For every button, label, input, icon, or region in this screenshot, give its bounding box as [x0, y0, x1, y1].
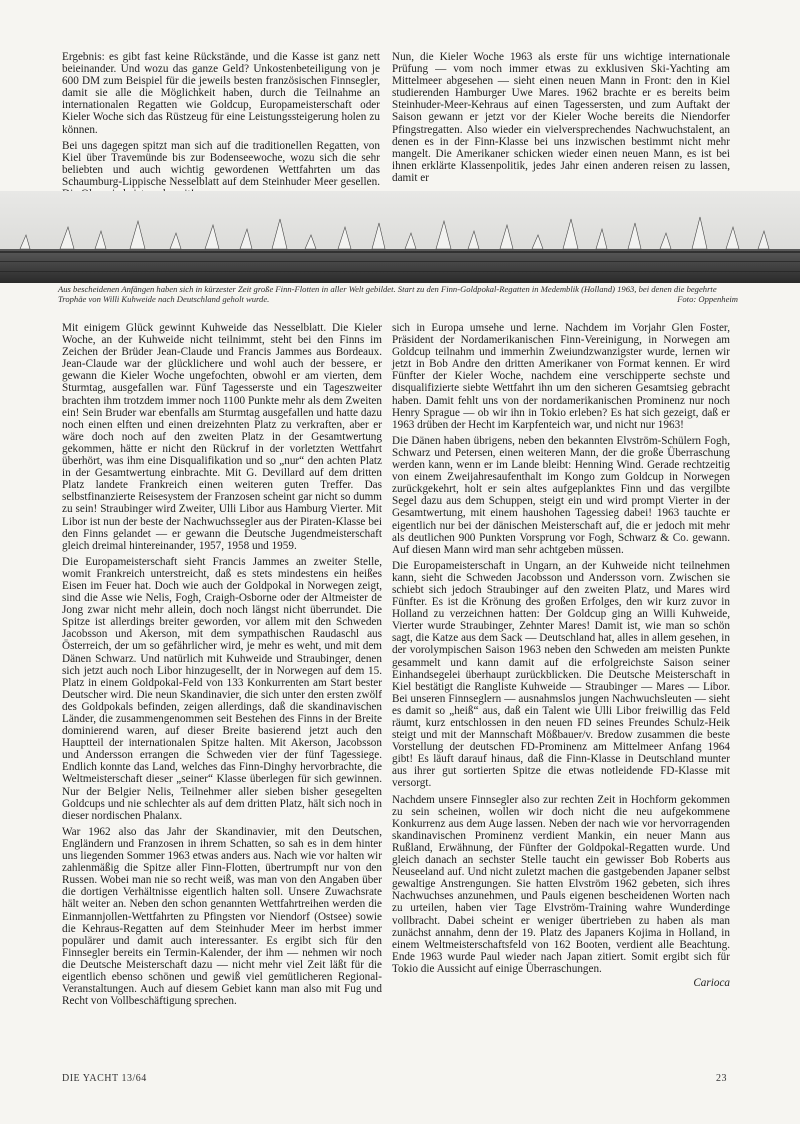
- paragraph: Die Dänen haben übrigens, neben den bekannten Elvström-Schülern Fogh, Schwarz und Petersen, einen weiteren Mann, der die große Überraschung werden kann, wenn er im Lande bleibt: Henning Wind. Gerade rechtzeitig von einem Zweijahresaufenthalt im Kongo zum Goldcup in Norwegen zurückgekehrt, holt er sein altes aufgeplanktes Finn und das vergilbte Segel dazu aus dem Schuppen, steigt ein und wird prompt Vierter in der Gesamtwertung, mit einem haushohen Tagessieg dabei! 1963 tauchte er eigentlich nur bei der dänischen Meisterschaft auf, die er jedoch mit mehr als deutlichen 900 Punkten Vorsprung vor Fogh, Schwarz & Co. gewann. Auf diesen Mann wird man sehr achtgeben müssen.: [392, 434, 730, 556]
- paragraph: Die Europameisterschaft in Ungarn, an der Kuhweide nicht teilnehmen kann, sieht die Schweden Jacobsson und Andersson vorn. Zwischen sie schiebt sich jedoch Straubinger auf den zweiten Platz, und Mares wird Fünfter. Es ist die Krönung des großen Erfolges, den wir kurz zuvor in Holland zu verzeichnen hatten: Der Goldcup ging an Willi Kuhweide, Vierter wurde Straubinger, Zehnter Mares! Damit ist, wie man so schön sagt, die Katze aus dem Sack — Deutschland hat, alles in allem gesehen, in der vorolympischen Saison 1963 neben den Schweden am meisten Punkte gesammelt und kann damit auf die erfolgreichste Saison seiner Einhandsegelei überhaupt zurückblicken. Die Deutsche Meisterschaft in Kiel bestätigt die Rangliste Kuhweide — Straubinger — Mares — Libor. Bei unseren Finnseglern — ausnahmslos jungen Nachwuchsleuten — sieht es damit so „heiß“ aus, daß ein Talent wie Ulli Libor freiwillig das Feld räumt, kurz entschlossen in den neuen FD seines Freundes Schulz-Heik steigt und mit der Mannschaft Mößbauer/v. Bredow zusammen die beste Vorstellung der deutschen FD-Prominenz am Mittelmeer Anfang 1964 gibt! Es läuft darauf hinaus, daß die Finn-Klasse in Deutschland munter aus ihrer gut sortierten Spitze die etwas notleidende FD-Klasse mit versorgt.: [392, 559, 731, 790]
- paragraph: Mit einigem Glück gewinnt Kuhweide das Nesselblatt. Die Kieler Woche, an der Kuhweide nicht teilnimmt, steht bei den Finns im Zeichen der Brüder Jean-Claude und Francis Jammes aus Bordeaux. Jean-Claude war der glücklichere und wohl auch der bessere, er gewann die Kieler Woche ungefochten, obwohl er am vierten, dem Sturmtag, ausgefallen war. Fünf Tagesserste und ein Tageszweiter brachten ihm trotzdem immer noch 1100 Punkte mehr als dem Zweiten ein! Sein Bruder war ebenfalls am Sturmtag ausgefallen und hatte dazu noch einen elften und einen dreizehnten Platz zu verkraften, aber er wäre doch noch auf den zweiten Platz in der Gesamtwertung gekommen, hätte er nicht den Rückruf in der vorletzten Wettfahrt überhört, was ihm eine Disqualifikation und so „nur“ den achten Platz in der Gesamtwertung einbrachte. Mit G. Devillard auf dem dritten Platz landete Frankreich einen weiteren guten Treffer. Das selbstfinanzierte Reisesystem der Franzosen scheint gar nicht so dumm zu sein! Straubinger wird Zweiter, Ulli Libor aus Hamburg Vierter. Mit Libor ist nun der beste der Nachwuchssegler aus der Piraten-Klasse bei den Finns gelandet — er gewann die Deutsche Jugendmeisterschaft gleich dreimal hintereinander, 1957, 1958 und 1959.: [62, 322, 382, 552]
- page-number: 23: [716, 1073, 727, 1084]
- paragraph: Ergebnis: es gibt fast keine Rückstände, und die Kasse ist ganz nett beieinander. Und wozu das ganze Geld? Unkostenbeteiligung von je 600 DM zum Beispiel für die jeweils besten französischen Finnsegler, damit sie alle die Möglichkeit haben, durch die Teilnahme an internationalen Regatten wie Goldcup, Europameisterschaft oder Kieler Woche sich das Rüstzeug für eine Leistungssteigerung holen zu können.: [62, 51, 380, 136]
- photo-caption: [58, 285, 738, 304]
- paragraph: Nun, die Kieler Woche 1963 als erste für uns wichtige internationale Prüfung — vom noch immer etwas zu exklusiven Ski-Yachting am Mittelmeer abgesehen — sieht einen neuen Mann in Front: den in Kiel studierenden Hamburger Uwe Mares. 1962 brachte er es bereits beim Steinhuder-Meer-Kehraus auf einen Tagessersten, und zum Auftakt der Saison gewann er jetzt vor der Kieler Woche bereits die Niendorfer Pfingstregatten. Also wieder ein vielversprechendes Nachwuchstalent, an denen es in der Finn-Klasse bei uns inzwischen bestimmt nicht mehr mangelt. Die Amerikaner schicken wieder einen neuen Mann, es ist bei ihnen erklärte Klassenpolitik, jedes Jahr einen anderen reisen zu lassen, damit er: [392, 51, 730, 184]
- photo-credit: Foto: Oppenheim: [677, 293, 738, 304]
- regatta-photo-image: [0, 191, 800, 283]
- magazine-issue-footer: DIE YACHT 13/64: [62, 1073, 147, 1084]
- article-column-bottom-left: [62, 322, 382, 1011]
- paragraph: Nachdem unsere Finnsegler also zur rechten Zeit in Hochform gekommen zu sein scheinen, wollen wir doch nicht die neu aufgekommene Konkurrenz aus dem Auge lassen. Neben der nach wie vor hervorragenden skandinavischen Prominenz verdient Mankin, ein neuer Mann aus Rußland, Erwähnung, der Fünfter der Goldpokal-Regatten wurde. Und gleich danach an sechster Stelle taucht ein gewisser Bob Roberts aus Neuseeland auf. Und nicht zuletzt machen die gastgebenden Japaner selbst gewaltige Anstrengungen. Sie hatten Elvström 1962 gebeten, sich ihres Nachwuchses anzunehmen, und Pauls eigenen bescheidenen Worten nach zu urteilen, haben vier Tage Elvström-Training wahre Wunderdinge vollbracht. Dabei scheint er weniger übertrieben zu haben als man zunächst annahm, denn der 19. Platz des Japaners Kojima in Holland, in einem Weltmeisterschaftsfeld von 162 Booten, verdient alle Beachtung. Ende 1963 wurde Paul wieder nach Japan zitiert. Somit ergibt sich für Tokio die Aussicht auf einige Überraschungen.: [392, 793, 730, 975]
- article-column-top-left: [62, 51, 380, 204]
- paragraph: Die Europameisterschaft sieht Francis Jammes an zweiter Stelle, womit Frankreich unterstreicht, daß es stets mindestens ein heißes Eisen im Feuer hat. Doch wie auch der Goldpokal in Norwegen zeigt, sind die Asse wie Nelis, Fogh, Craigh-Osborne oder der Altmeister de Jong zwar nicht mehr allein, doch noch längst nicht überrundet. Die Spitze ist allerdings breiter geworden, vor allem mit den Schweden Jacobsson und Akerson, mit dem sympathischen Raudaschl aus Österreich, der um so gefährlicher wird, je mehr es weht, und mit dem Dänen Schwarz. Und natürlich mit Kuhweide und Straubinger, denen sich jetzt auch noch Libor hinzugesellt, der in Norwegen auf dem 15. Platz in einem Goldpokal-Feld von 133 Konkurrenten am Start bester Deutscher wird. Die neun Skandinavier, die sich unter den ersten zwölf des Goldpokals befinden, zeigen allerdings, daß die skandinavischen Länder, die zusammengenommen seit Bestehen des Finns in der Breite dominierend waren, auf dieser Breite basierend jetzt auch den Hauptteil der internationalen Spitze halten. Mit Akerson, Jacobsson und Andersson errangen die Schweden vier der fünf Tagessiege. Endlich konnte das Land, welches das Finn-Dinghy hervorbrachte, die Weltmeisterschaft dieser „seiner“ Klasse überlegen für sich gewinnen. Nur der Belgier Nelis, Teilnehmer aller sieben bisher gesegelten Goldcups und nie schlechter als auf dem dritten Platz, hält sich noch in dieser nordischen Phalanx.: [62, 555, 382, 822]
- article-column-top-right: [392, 51, 730, 188]
- caption-text: Aus bescheidenen Anfängen haben sich in kürzester Zeit große Finn-Flotten in aller Welt gebildet. Start zu den Finn-Goldpokal-Regatten in Medemblik (Holland) 1963, bei denen die begehrte Trophäe von Willi Kuhweide nach Deutschland geholt wurde.: [58, 284, 717, 304]
- author-signature: Carioca: [693, 976, 730, 989]
- paragraph: War 1962 also das Jahr der Skandinavier, mit den Deutschen, Engländern und Franzosen in ihrem Schatten, so sah es in dem hinter uns liegenden Sommer 1963 etwas anders aus. Nach wie vor halten wir zahlenmäßig die Spitze aller Finn-Flotten, übertrumpft nur von den Russen. Wobei man nie so recht weiß, was man von den Angaben über die dortigen Verhältnisse eigentlich halten soll. Unsere Zuwachsrate hält weiter an. Neben den schon genannten Wettfahrtreihen werden die Einmannjollen-Wettfahrten zu Pfingsten vor Niendorf (Ostsee) sowie die Kehraus-Regatten auf dem Steinhuder Meer im herbst immer populärer und damit auch interessanter. Es ergibt sich für den Finnsegler bereits ein Termin-Kalender, der ihm — nehmen wir noch die Deutsche Meisterschaft dazu — nicht mehr viel Zeit läßt für die eigentlich ebenso schönen und gewiß viel gemütlicheren Regional-Veranstaltungen. Auch auf diesem Gebiet kann man also mit Fug und Recht von Vollbeschäftigung sprechen.: [62, 825, 382, 1008]
- paragraph: Bei uns dagegen spitzt man sich auf die traditionellen Regatten, von Kiel über Travemünde bis zur Bodenseewoche, wozu sich die sehr beliebten und auch wichtig gewordenen Wettfahrten um das Schaumburg-Lippische Nesselblatt auf dem Steinhuder Meer gesellen.: [62, 139, 380, 188]
- article-column-bottom-right: [392, 322, 730, 989]
- paragraph: sich in Europa umsehe und lerne. Nachdem im Vorjahr Glen Foster, Präsident der Nordamerikanischen Finn-Vereinigung, in Norwegen am Goldcup teilnahm und immerhin Zweiundzwanzigster wurde, lernen wir jetzt in Bob Andre den dritten Amerikaner von Format kennen. Er wird Fünfter der Kieler Woche, nachdem eine verschipperte sechste und disqualifizierte siebte Wettfahrt ihn um den sicheren Gesamtsieg gebracht haben. Damit fehlt uns von der nordamerikanischen Prominenz nur noch Henry Sprague — ob wir ihn in Tokio erleben? Es hat sich gezeigt, daß er 1963 drüben der Hecht im Karpfenteich war, und nicht nur 1963!: [392, 322, 730, 431]
- sailing-regatta-photo: [0, 191, 800, 283]
